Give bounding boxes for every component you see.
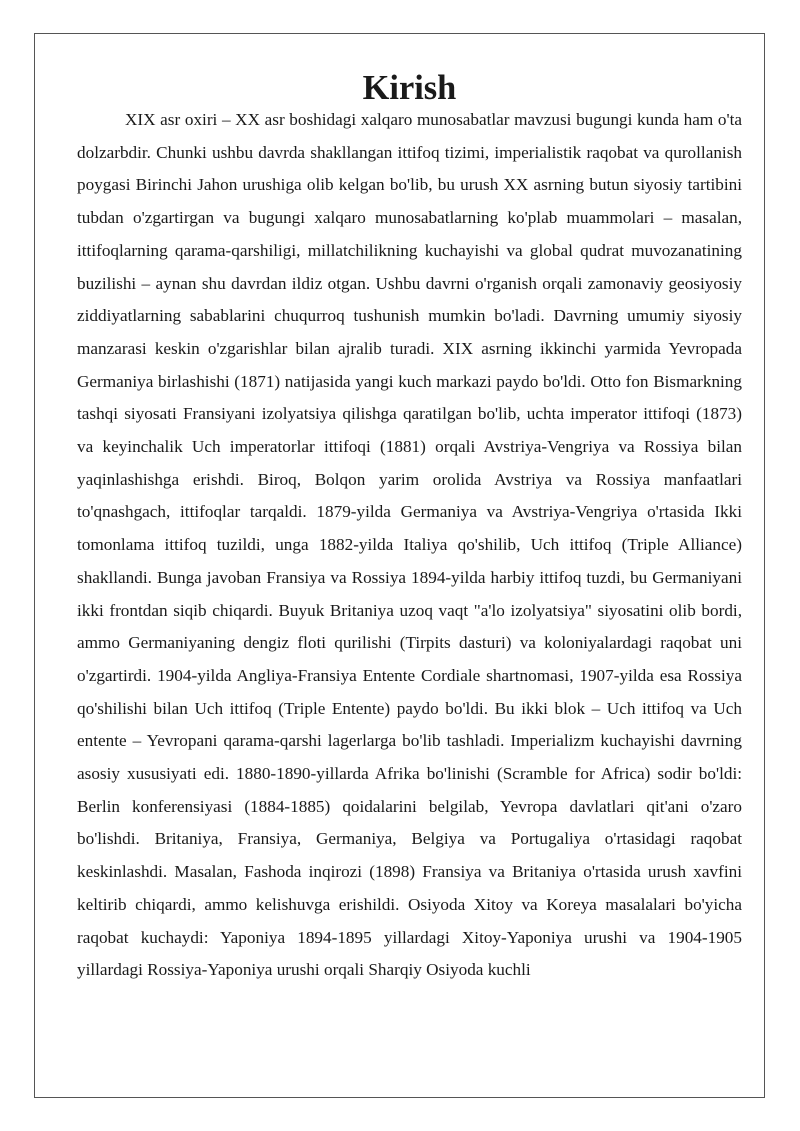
document-title: Kirish <box>362 69 457 107</box>
document-body <box>77 69 742 987</box>
body-paragraph: XIX asr oxiri – XX asr boshidagi xalqaro munosabatlar mavzusi bugungi kunda ham o'ta dolzarbdir. Chunki ushbu davrda shakllangan ittifoq tizimi, imperialistik raqobat va qurollanish poygasi Birinchi Jahon urushiga olib kelgan bo'lib, bu urush XX asrning butun siyosiy tartibini tubdan o'zgartirgan va bugungi xalqaro munosabatlarning ko'plab muammolari – masalan, ittifoqlarning qarama-qarshiligi, millatchilikning kuchayishi va global qudrat muvozanatining buzilishi – aynan shu davrdan ildiz otgan. Ushbu davrni o'rganish orqali zamonaviy geosiyosiy ziddiyatlarning sabablarini chuqurroq tushunish mumkin bo'ladi. Davrning umumiy siyosiy manzarasi keskin o'zgarishlar bilan ajralib turadi. XIX asrning ikkinchi yarmida Yevropada Germaniya birlashishi (1871) natijasida yangi kuch markazi paydo bo'ldi. Otto fon Bismarkning tashqi siyosati Fransiyani izolyatsiya qilishga qaratilgan bo'lib, uchta imperator ittifoqi (1873) va keyinchalik Uch imperatorlar ittifoqi (1881) orqali Avstriya-Vengriya va Rossiya bilan yaqinlashishga erishdi. Biroq, Bolqon yarim orolida Avstriya va Rossiya manfaatlari to'qnashgach, ittifoqlar tarqaldi. 1879-yilda Germaniya va Avstriya-Vengriya o'rtasida Ikki tomonlama ittifoq tuzildi, unga 1882-yilda Italiya qo'shilib, Uch ittifoq (Triple Alliance) shakllandi. Bunga javoban Fransiya va Rossiya 1894-yilda harbiy ittifoq tuzdi, bu Germaniyani ikki frontdan siqib chiqardi. Buyuk Britaniya uzoq vaqt "a'lo izolyatsiya" siyosatini olib bordi, ammo Germaniyaning dengiz floti qurilishi (Tirpits dasturi) va koloniyalardagi raqobat uni o'zgartirdi. 1904-yilda Angliya-Fransiya Entente Cordiale shartnomasi, 1907-yilda esa Rossiya qo'shilishi bilan Uch ittifoq (Triple Entente) paydo bo'ldi. Bu ikki blok – Uch ittifoq va Uch entente – Yevropani qarama-qarshi lagerlarga bo'lib tashladi. Imperializm kuchayishi davrning asosiy xususiyati edi. 1880-1890-yillarda Afrika bo'linishi (Scramble for Africa) sodir bo'ldi: Berlin konferensiyasi (1884-1885) qoidalarini belgilab, Yevropa davlatlari qit'ani o'zaro bo'lishdi. Britaniya, Fransiya, Germaniya, Belgiya va Portugaliya o'rtasidagi raqobat keskinlashdi. Masalan, Fashoda inqirozi (1898) Fransiya va Britaniya o'rtasida urush xavfini keltirib chiqardi, ammo kelishuvga erishildi. Osiyoda Xitoy va Koreya masalalari bo'yicha raqobat kuchaydi: Yaponiya 1894-1895 yillardagi Xitoy-Yaponiya urushi va 1904-1905 yillardagi Rossiya-Yaponiya urushi orqali Sharqiy Osiyoda kuchli <box>77 110 742 980</box>
